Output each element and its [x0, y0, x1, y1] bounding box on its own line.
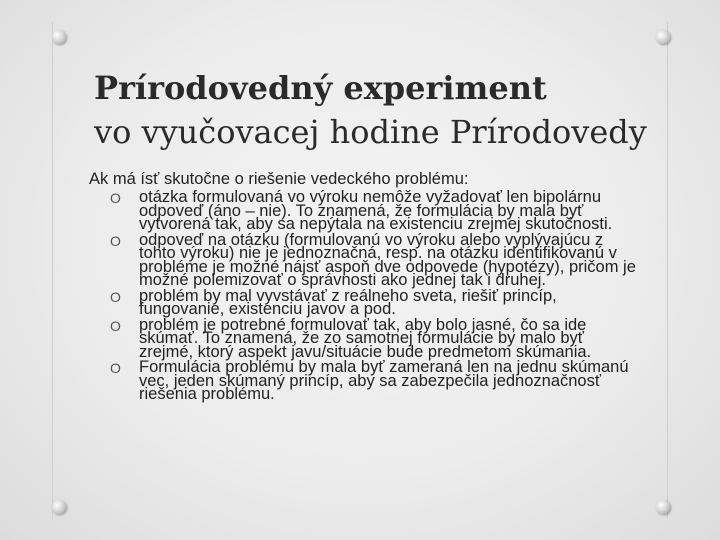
bullet-text: problém by mal vyvstávať z reálneho sveta, riešiť princíp, fungovanie, existenciu javov a pod.: [139, 286, 557, 318]
bullet-list: [89, 190, 637, 403]
list-item: [89, 286, 637, 318]
slide-title: [94, 66, 694, 154]
slide-content: [89, 170, 637, 403]
title-line-2: vo vyučovacej hodine Prírodovedy: [94, 113, 647, 151]
intro-emphasis: vedeckého problému: [310, 170, 464, 188]
intro-prefix: Ak má ísť skutočne o riešenie: [89, 170, 311, 188]
pin-bottom-right-icon: [656, 500, 670, 514]
bullet-icon: O: [110, 232, 121, 249]
bullet-text: Formulácia problému by mala byť zameraná len na jednu skúmanú vec, jeden skúmaný princíp, aby sa zabezpečila jednoznačnosť riešenia problému.: [139, 358, 629, 403]
bullet-icon: O: [110, 190, 121, 206]
pin-bottom-left-icon: [52, 500, 66, 514]
bullet-text: odpoveď na otázku (formulovanú vo výroku alebo vyplývajúcu z tohto výroku) nie je jednoznačná, resp. na otázku identifikovanú v probléme je možné nájsť aspoň dve odpovede (hypotézy), pričom je možné polemizovať o správnosti ako jednej tak i druhej.: [139, 230, 636, 289]
list-item: [89, 230, 637, 289]
pin-top-right-icon: [656, 30, 670, 44]
bullet-text: problém je potrebné formulovať tak, aby bolo jasné, čo sa ide skúmať. To znamená, že zo samotnej formulácie by malo byť zrejmé, ktorý aspekt javu/situácie bude predmetom skúmania.: [139, 315, 592, 361]
bullet-icon: O: [110, 317, 121, 334]
bullet-text: otázka formulovaná vo výroku nemôže vyžadovať len bipolárnu odpoveď (áno – nie). To znamená, že formulácia by mala byť vytvorená tak, aby sa nepýtala na existenciu zrejmej skutočnosti.: [139, 188, 613, 233]
list-item: [89, 315, 637, 361]
bullet-icon: O: [110, 360, 121, 376]
bullet-icon: O: [110, 288, 121, 305]
list-item: [89, 360, 637, 403]
title-line-1: Prírodovedný experiment: [94, 69, 547, 107]
list-item: [89, 190, 637, 233]
intro-suffix: :: [463, 170, 469, 188]
pin-top-left-icon: [52, 30, 66, 44]
intro-text: [89, 170, 637, 188]
